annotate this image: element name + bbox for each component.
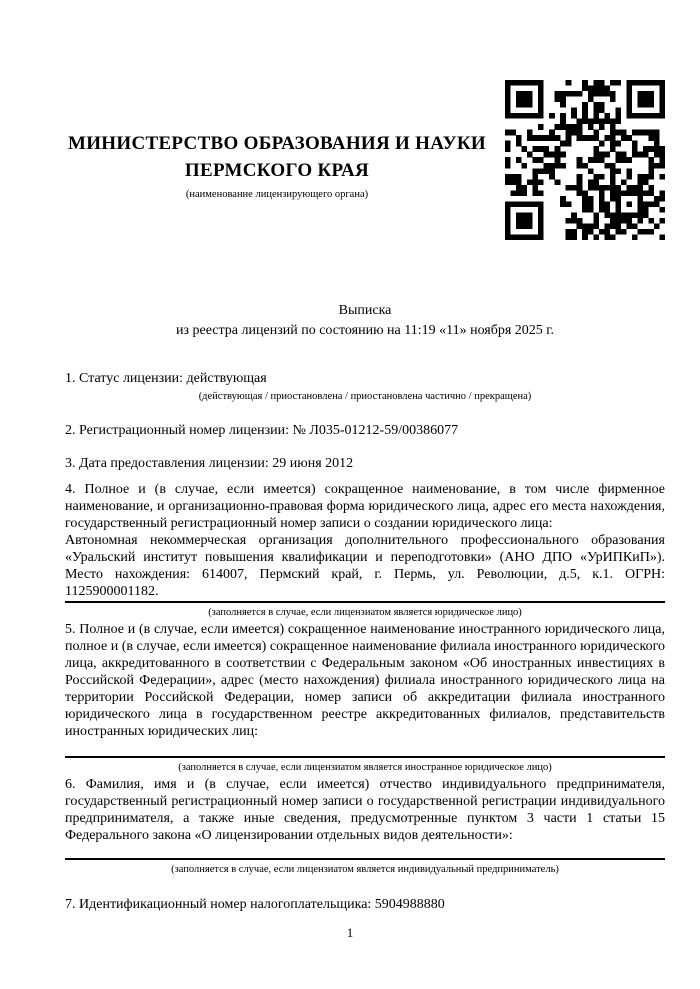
entrepreneur-caption: (заполняется в случае, если лицензиатом является индивидуальный предприниматель) [171, 864, 559, 875]
item-registration-number [65, 422, 665, 439]
foreign-entity-label: 5. Полное и (в случае, если имеется) сокращенное наименование иностранного юридического лица, полное и (в случае, если имеется) сокращенное наименование филиала иностранного юридического лица, аккредитованного в соответствии с Федеральным законом «Об иностранных инвестициях в Российской Федерации», адрес (место нахождения) филиала иностранного юридического лица на территории Российской Федерации, номер записи об аккредитации филиала иностранного юридического лица в государственном реестре аккредитованных филиалов, представительств иностранных юридических лиц: [65, 622, 665, 739]
item-license-status [65, 370, 665, 403]
ministry-caption: (наименование лицензирующего органа) [185, 189, 369, 200]
licensing-authority-header [65, 130, 489, 201]
legal-entity-value: Автономная некоммерческая организация дополнительного профессионального образования «Уральский институт повышения квалификации и переподготовки» (АНО ДПО «УрИПКиП»). Место нахождения: 614007, Пермский край, г. Пермь, ул. Революции, д.5, к.1. ОГРН: 1125900001182. [65, 533, 665, 599]
page-number: 1 [346, 925, 354, 940]
registration-number-text: 2. Регистрационный номер лицензии: № Л035-01212-59/00386077 [65, 423, 459, 438]
document-title: Выписка [338, 303, 392, 318]
ministry-name-line1: МИНИСТЕРСТВО ОБРАЗОВАНИЯ И НАУКИ [67, 133, 487, 154]
ministry-name-line2: ПЕРМСКОГО КРАЯ [184, 160, 370, 181]
item-legal-entity [65, 481, 665, 619]
license-status-text: 1. Статус лицензии: действующая [65, 371, 267, 386]
item-foreign-entity [65, 621, 665, 774]
item-entrepreneur [65, 776, 665, 876]
item-grant-date [65, 455, 665, 472]
foreign-entity-caption: (заполняется в случае, если лицензиатом является иностранное юридическое лицо) [178, 762, 552, 773]
entrepreneur-fill-line [65, 844, 665, 860]
license-status-options-caption: (действующая / приостановлена / приостановлена частично / прекращена) [198, 391, 532, 402]
foreign-entity-fill-line [65, 740, 665, 758]
item-taxpayer-number [65, 896, 665, 913]
document-subtitle: из реестра лицензий по состоянию на 11:19 «11» ноября 2025 г. [176, 323, 554, 338]
entrepreneur-label: 6. Фамилия, имя и (в случае, если имеется) отчество индивидуального предпринимателя, государственный регистрационный номер записи о государственной регистрации индивидуального предпринимателя, а также иные сведения, предусмотренные пунктом 3 части 1 статьи 15 Федерального закона «О лицензировании отдельных видов деятельности»: [65, 777, 665, 843]
legal-entity-label: 4. Полное и (в случае, если имеется) сокращенное наименование, в том числе фирменное наименование, и организационно-правовая форма юридического лица, адрес его места нахождения, государственный регистрационный номер записи о создании юридического лица: [65, 482, 665, 531]
grant-date-text: 3. Дата предоставления лицензии: 29 июня 2012 [65, 456, 354, 471]
legal-entity-caption: (заполняется в случае, если лицензиатом является юридическое лицо) [208, 607, 522, 618]
document-title-block [65, 301, 665, 341]
qr-code-icon [505, 80, 665, 240]
taxpayer-number-text: 7. Идентификационный номер налогоплательщика: 5904988880 [65, 897, 445, 912]
